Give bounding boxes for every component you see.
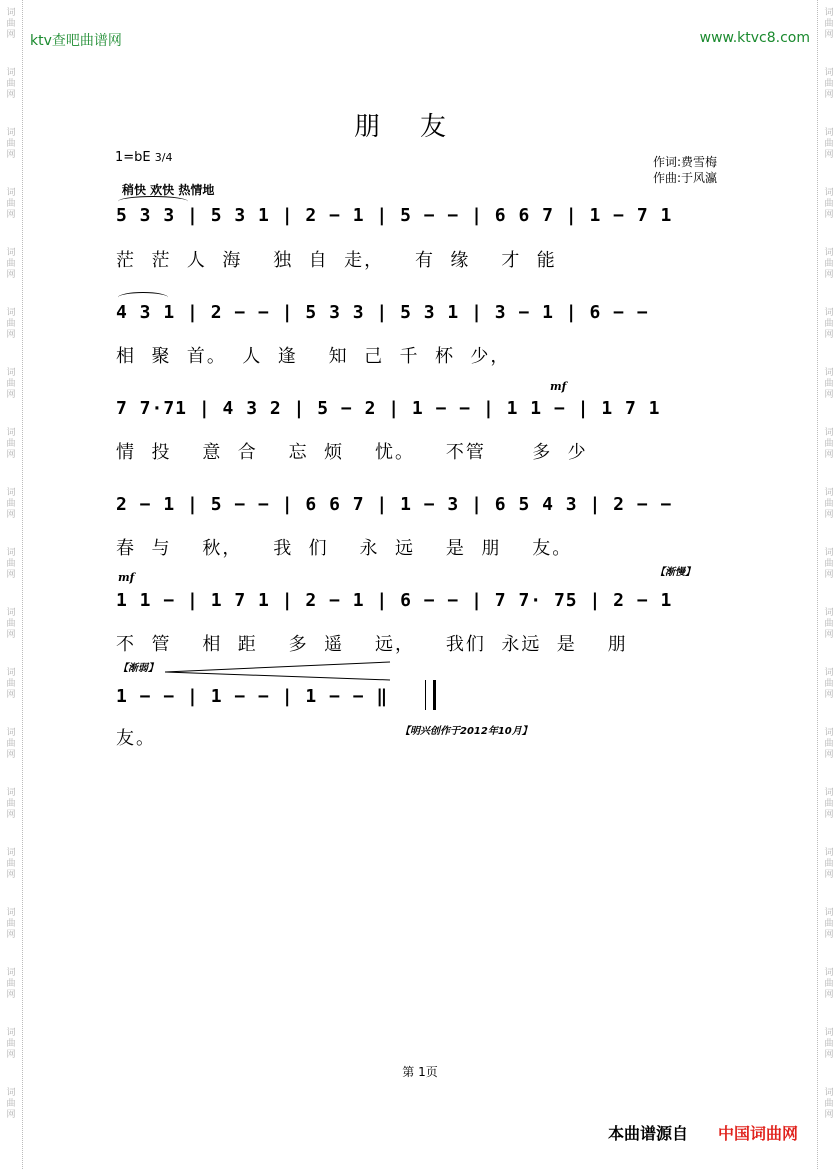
site-name-left[interactable]: ktv查吧曲谱网 [30, 33, 122, 49]
watermark-text: 词 曲 网 [824, 188, 834, 220]
watermark-text: 词 曲 网 [824, 128, 834, 160]
ritardando-marking: 【渐慢】 [655, 567, 695, 578]
watermark-text: 词 曲 网 [6, 248, 16, 280]
notation-line-2: 4 3 1 | 2 − − | 5 3 3 | 5 3 1 | 3 − 1 | 6 − − [116, 302, 649, 323]
watermark-text: 词 曲 网 [6, 728, 16, 760]
notation-line-1: 5 3 3 | 5 3 1 | 2 − 1 | 5 − − | 6 6 7 | 1 − 7 1 [116, 205, 673, 226]
watermark-text: 词 曲 网 [824, 1028, 834, 1060]
time-signature: 3/4 [154, 151, 173, 164]
watermark-text: 词 曲 网 [824, 68, 834, 100]
watermark-text: 词 曲 网 [824, 8, 834, 40]
creation-note: 【明兴创作于2012年10月】 [400, 726, 532, 737]
lyrics-line-4: 春 与 秋， 我 们 永 远 是 朋 友。 [116, 538, 573, 559]
watermark-text: 词 曲 网 [6, 428, 16, 460]
lyrics-line-5: 不 管 相 距 多 遥 远， 我们 永远 是 朋 [116, 634, 628, 655]
watermark-text: 词 曲 网 [6, 548, 16, 580]
watermark-text: 词 曲 网 [824, 488, 834, 520]
watermark-text: 词 曲 网 [6, 68, 16, 100]
watermark-text: 词 曲 网 [824, 848, 834, 880]
watermark-text: 词 曲 网 [6, 968, 16, 1000]
song-title: 朋友 [353, 112, 486, 142]
watermark-text: 词 曲 网 [6, 1028, 16, 1060]
watermark-text: 词 曲 网 [6, 608, 16, 640]
diminuendo-marking: 【渐弱】 [118, 663, 158, 674]
watermark-text: 词 曲 网 [6, 848, 16, 880]
key-label: 1=bE [115, 150, 151, 165]
composer-credit: 作曲:于风瀛 [653, 171, 718, 185]
watermark-text: 词 曲 网 [824, 428, 834, 460]
watermark-text: 词 曲 网 [6, 8, 16, 40]
notation-line-4: 2 − 1 | 5 − − | 6 6 7 | 1 − 3 | 6 5 4 3 | 2 − − [116, 494, 673, 515]
lyrics-line-6: 友。 [116, 728, 156, 749]
watermark-text: 词 曲 网 [824, 308, 834, 340]
watermark-text: 词 曲 网 [6, 188, 16, 220]
dynamic-mf-2: mf [118, 571, 135, 584]
dynamic-mf-1: mf [550, 380, 567, 393]
lyrics-line-1: 茫 茫 人 海 独 自 走， 有 缘 才 能 [116, 250, 557, 271]
watermark-text: 词 曲 网 [6, 308, 16, 340]
site-url-right[interactable]: www.ktvc8.com [699, 30, 810, 46]
watermark-text: 词 曲 网 [6, 488, 16, 520]
watermark-text: 词 曲 网 [6, 128, 16, 160]
watermark-text: 词 曲 网 [6, 788, 16, 820]
watermark-text: 词 曲 网 [824, 1088, 834, 1120]
watermark-text: 词 曲 网 [824, 968, 834, 1000]
watermark-text: 词 曲 网 [824, 908, 834, 940]
watermark-text: 词 曲 网 [824, 668, 834, 700]
tempo-marking: 稍快 欢快 热情地 [122, 183, 215, 197]
watermark-text: 词 曲 网 [824, 728, 834, 760]
watermark-text: 词 曲 网 [6, 908, 16, 940]
watermark-text: 词 曲 网 [824, 788, 834, 820]
page-number: 第 1页 [402, 1065, 438, 1079]
notation-line-6: 1 − − | 1 − − | 1 − − ‖ [116, 686, 389, 707]
watermark-text: 词 曲 网 [824, 608, 834, 640]
watermark-text: 词 曲 网 [6, 368, 16, 400]
source-label: 本曲谱源自 [608, 1124, 689, 1143]
final-barline [425, 680, 436, 710]
source-site-link[interactable]: 中国词曲网 [718, 1124, 799, 1143]
watermark-text: 词 曲 网 [6, 1088, 16, 1120]
lyrics-line-2: 相 聚 首。 人 逢 知 己 千 杯 少， [116, 346, 511, 367]
diminuendo-hairpin [165, 660, 395, 684]
watermark-text: 词 曲 网 [6, 668, 16, 700]
watermark-text: 词 曲 网 [824, 248, 834, 280]
lyricist-credit: 作词:费雪梅 [653, 155, 718, 169]
notation-line-3: 7 7·71 | 4 3 2 | 5 − 2 | 1 − − | 1 1 − | 1 7 1 [116, 398, 661, 419]
watermark-text: 词 曲 网 [824, 368, 834, 400]
key-signature [115, 150, 172, 165]
watermark-text: 词 曲 网 [824, 548, 834, 580]
notation-line-5: 1 1 − | 1 7 1 | 2 − 1 | 6 − − | 7 7· 75 | 2 − 1 [116, 590, 673, 611]
lyrics-line-3: 情 投 意 合 忘 烦 忧。 不管 多 少 [116, 442, 588, 463]
